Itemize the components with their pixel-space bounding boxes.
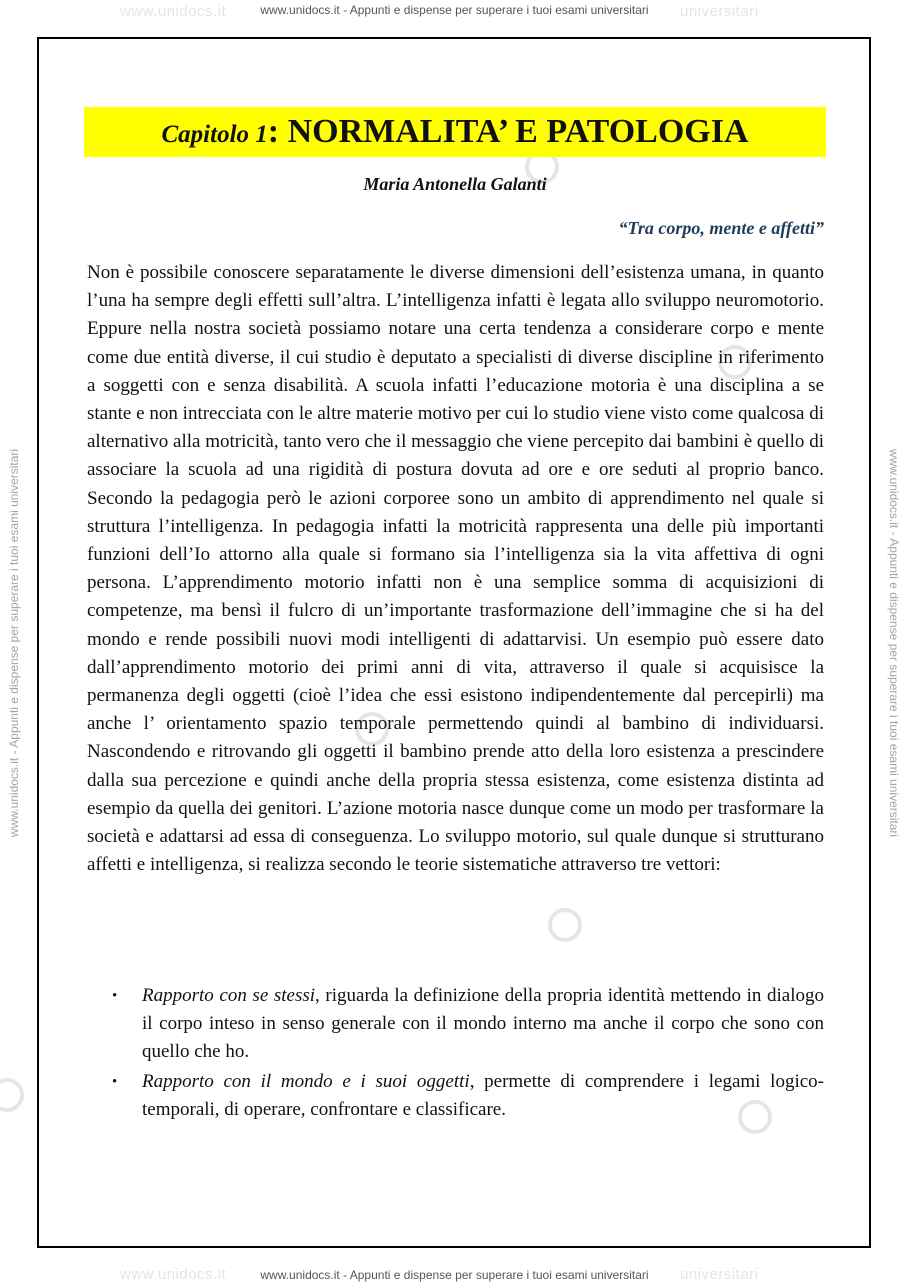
watermark-faint-bottom-left: www.unidocs.it (120, 1266, 227, 1283)
chapter-title (84, 107, 826, 157)
list-item (87, 1068, 824, 1124)
watermark-faint-bottom-right: universitari (680, 1266, 759, 1283)
chapter-title-text: : NORMALITA’ E PATOLOGIA (267, 113, 749, 150)
list-item (87, 982, 824, 1067)
bullet-icon: • (112, 988, 118, 1004)
watermark-header: www.unidocs.it - Appunti e dispense per superare i tuoi esami universitari (260, 3, 649, 17)
chapter-subtitle: “Tra corpo, mente e affetti” (618, 218, 824, 238)
list-item-emphasis: Rapporto con il mondo e i suoi oggetti (142, 1070, 470, 1092)
list-item-text: , riguarda la definizione della propria identità mettendo in dialogo il corpo inteso in senso generale con il mondo interno ma anche il corpo che sono con quello che ho. (142, 985, 824, 1063)
unidocs-logo-icon (0, 1078, 24, 1112)
watermark-footer: www.unidocs.it - Appunti e dispense per superare i tuoi esami universitari (260, 1268, 649, 1282)
list-item-text: , permette di comprendere i legami logico-temporali, di operare, confrontare e classificare. (142, 1070, 824, 1120)
watermark-faint-top-right: universitari (680, 3, 759, 20)
list-item-emphasis: Rapporto con se stessi (142, 985, 316, 1006)
body-paragraph: Non è possibile conoscere separatamente le diverse dimensioni dell’esistenza umana, in quanto l’una ha sempre degli effetti sull’altra. L’intelligenza infatti è legata allo sviluppo neuromotorio. Eppure nella nostra società possiamo notare una certa tendenza a considerare corpo e mente come due entità diverse, il cui studio è deputato a specialisti di diverse discipline in riferimento a soggetti con e senza disabilità. A scuola infatti l’educazione motoria è una disciplina a se stante e non intrecciata con le altre materie motivo per cui lo studio viene visto come qualcosa di alternativo alla motricità, tanto vero che il messaggio che viene percepito dai bambini è quello di associare la scuola ad una rigidità di postura dovuta ad ore e ore seduti al proprio banco. Secondo la pedagogia però le azioni corporee sono un ambito di apprendimento nel quale si struttura l’intelligenza. In pedagogia infatti la motricità rappresenta una delle più importanti funzioni dell’Io attorno alla quale si formano sia l’intelligenza sia la vita affettiva di ogni persona. L’apprendimento motorio infatti non è una semplice somma di acquisizioni di competenze, ma bensì il fulcro di un’importante trasformazione dell’immagine che si ha del mondo e rende possibili nuovi modi intelligenti di adattarvisi. Un esempio può essere dato dall’apprendimento motorio dei primi anni di vita, attraverso il quale si acquisisce la permanenza degli oggetti (cioè l’idea che essi esistono indipendentemente dal percepirli) ma anche l’ orientamento spazio temporale permettendo quindi al bambino di individuarsi. Nascondendo e ritrovando gli oggetti il bambino prende atto della loro esistenza a prescindere dalla sua percezione e quindi anche della propria stessa esistenza, come esistenza distinta ad esempio da quella dei genitori. L’azione motoria nasce dunque come un modo per trasformare la società e adattarsi ad essa di conseguenza. Lo sviluppo motorio, sul quale dunque si strutturano affetti e intelligenza, si realizza secondo le teorie sistematiche attraverso tre vettori: (87, 262, 824, 876)
bullet-list (87, 982, 824, 1125)
author-name: Maria Antonella Galanti (363, 174, 547, 194)
watermark-right-side: www.unidocs.it - Appunti e dispense per superare i tuoi esami universitari (887, 448, 901, 838)
watermark-left-side: www.unidocs.it - Appunti e dispense per superare i tuoi esami universitari (7, 448, 21, 838)
bullet-icon: • (112, 1073, 118, 1090)
watermark-faint-top-left: www.unidocs.it (120, 3, 227, 20)
chapter-number: Capitolo 1 (161, 121, 268, 148)
